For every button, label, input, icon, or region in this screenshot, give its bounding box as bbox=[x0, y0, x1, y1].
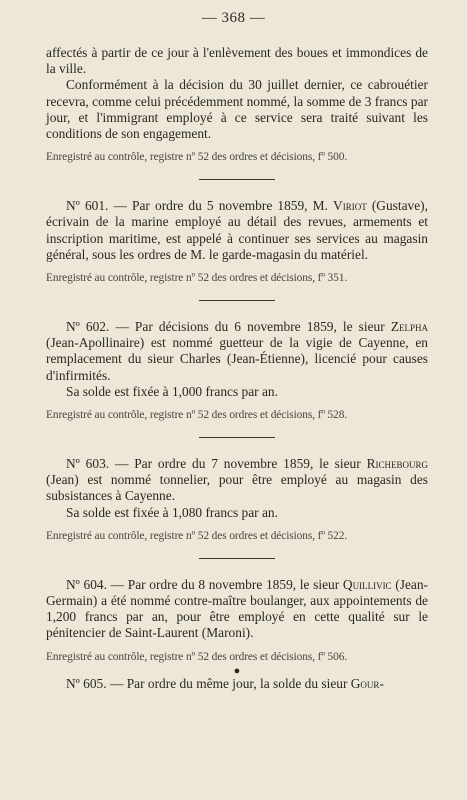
entry-text bbox=[46, 676, 428, 692]
page-number: — 368 — bbox=[201, 10, 266, 26]
separator-rule bbox=[199, 300, 275, 301]
entry-body: (Gustave), écrivain de la marine employé au détail des revues, armements et inscription maritime, est appelé à continuer ses services au magasin général, sous les ordres de M. le garde-magasin du matériel. bbox=[46, 198, 428, 262]
entry-text bbox=[46, 577, 428, 642]
entry-body: (Jean-Apollinaire) est nommé guetteur de la vigie de Cayenne, en remplacement du sieur Charles (Jean-Étienne), licencié pour causes d'infirmités. bbox=[46, 335, 428, 383]
entry-602 bbox=[46, 319, 428, 422]
entry-lead: Nº 603. — Par ordre du 7 novembre 1859, le sieur bbox=[66, 456, 367, 472]
entry-text bbox=[46, 456, 428, 505]
entry-lead: Nº 604. — Par ordre du 8 novembre 1859, le sieur bbox=[66, 576, 343, 592]
registration-note: Enregistré au contrôle, registre nº 52 des ordres et décisions, fº 500. bbox=[46, 151, 348, 164]
person-name: Quillivic bbox=[342, 576, 392, 592]
entry-text bbox=[46, 319, 428, 384]
person-name: Richebourg bbox=[366, 456, 428, 472]
entry-605 bbox=[46, 676, 428, 692]
registration-note: Enregistré au contrôle, registre nº 52 des ordres et décisions, fº 351. bbox=[46, 272, 348, 285]
entry-lead: Nº 605. — Par ordre du même jour, la solde du sieur bbox=[66, 675, 351, 691]
page-content bbox=[46, 45, 428, 692]
entry-lead: Nº 601. — Par ordre du 5 novembre 1859, M. bbox=[66, 198, 334, 214]
separator-rule bbox=[199, 179, 275, 180]
registration-note: Enregistré au contrôle, registre nº 52 des ordres et décisions, fº 528. bbox=[46, 409, 348, 422]
entry-lead: Nº 602. — Par décisions du 6 novembre 1859, le sieur bbox=[66, 319, 391, 335]
intro-paragraph-2: Conformément à la décision du 30 juillet dernier, ce cabrouétier recevra, comme celui précédemment nommé, la somme de 3 francs par jour, et l'immigrant employé à ce service sera traité suivant les conditions de son engagement. bbox=[46, 77, 428, 142]
person-name: Zelpha bbox=[390, 319, 428, 335]
person-name: Gour- bbox=[350, 675, 384, 691]
registration-note: Enregistré au contrôle, registre nº 52 des ordres et décisions, fº 522. bbox=[46, 529, 348, 542]
entry-603 bbox=[46, 456, 428, 543]
bullet-dot: ● bbox=[233, 664, 241, 677]
separator-rule bbox=[199, 437, 275, 438]
salary-line: Sa solde est fixée à 1,080 francs par an. bbox=[66, 504, 278, 520]
registration-note: Enregistré au contrôle, registre nº 52 des ordres et décisions, fº 506. bbox=[46, 650, 348, 663]
entry-body: (Jean) est nommé tonnelier, pour être employé au magasin des subsistances à Cayenne. bbox=[46, 472, 428, 504]
person-name: Viriot bbox=[333, 198, 367, 214]
entry-body: (Jean-Germain) a été nommé contre-maître boulanger, aux appointements de 1,200 francs par an, pour être employé en cette qualité sur le pénitencier de Saint-Laurent (Maroni). bbox=[46, 576, 428, 641]
entry-601 bbox=[46, 198, 428, 285]
entry-text bbox=[46, 198, 428, 263]
salary-line: Sa solde est fixée à 1,000 francs par an. bbox=[66, 383, 278, 399]
entry-604 bbox=[46, 577, 428, 664]
intro-paragraph: affectés à partir de ce jour à l'enlèvement des boues et immondices de la ville. bbox=[46, 45, 428, 77]
separator-rule bbox=[199, 558, 275, 559]
